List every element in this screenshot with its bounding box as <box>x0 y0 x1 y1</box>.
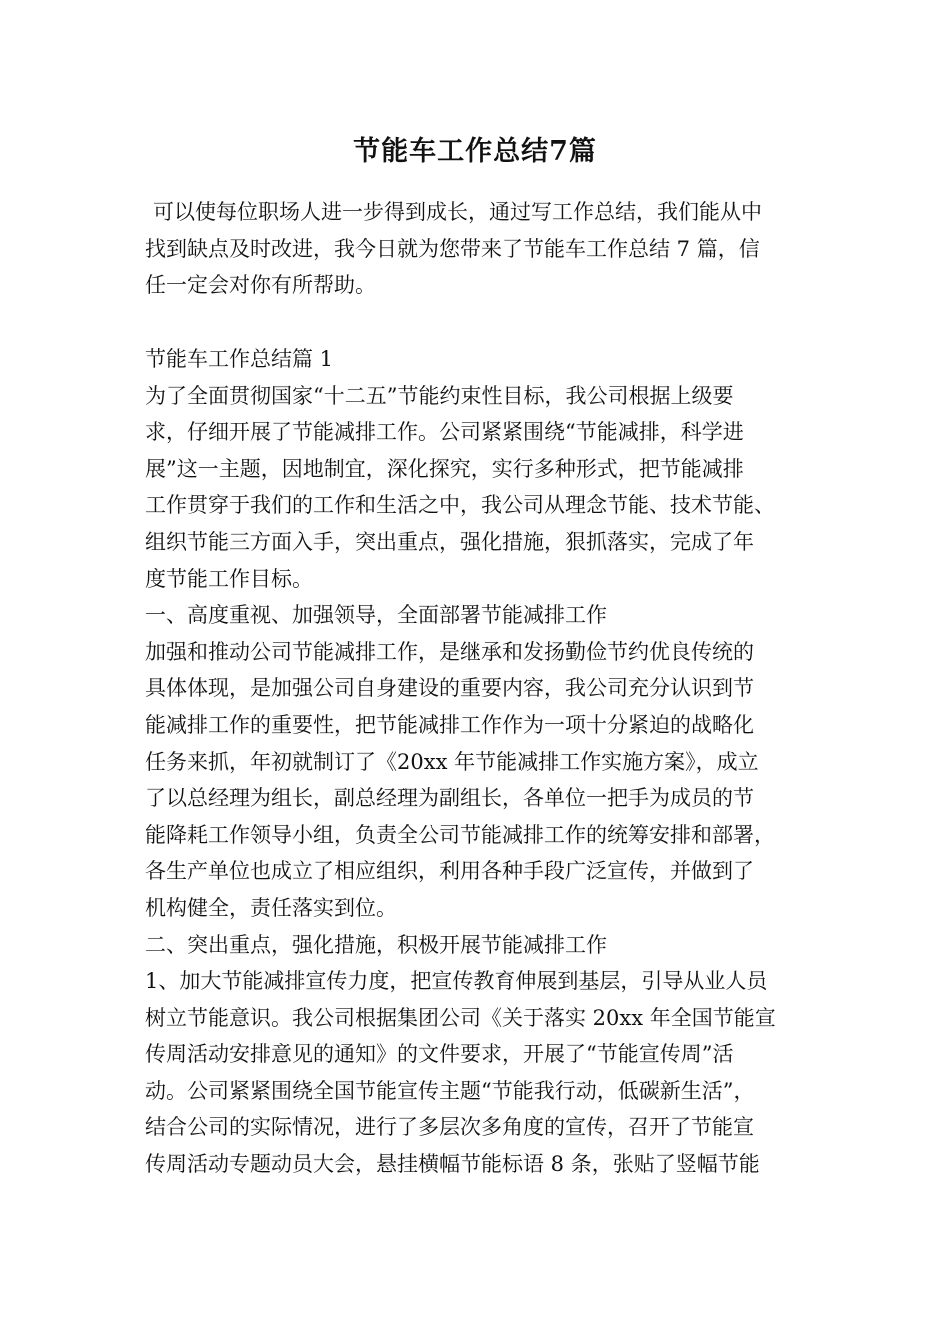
body-line: 树立节能意识。我公司根据集团公司《关于落实 20xx 年全国节能宣 <box>145 1005 776 1030</box>
subsection-heading: 一、高度重视、加强领导，全面部署节能减排工作 <box>145 603 607 628</box>
body-line: 1、加大节能减排宣传力度，把宣传教育伸展到基层，引导从业人员 <box>145 969 768 994</box>
body-line: 为了全面贯彻国家“十二五”节能约束性目标，我公司根据上级要 <box>145 383 734 408</box>
body-line: 展”这一主题，因地制宜，深化探究，实行多种形式，把节能减排 <box>145 456 744 481</box>
page-title: 节能车工作总结7篇 <box>353 136 597 167</box>
body-line: 传周活动专题动员大会，悬挂横幅节能标语 8 条，张贴了竖幅节能 <box>145 1152 760 1177</box>
body-line: 各生产单位也成立了相应组织，利用各种手段广泛宣传，并做到了 <box>145 859 754 884</box>
intro-line: 找到缺点及时改进，我今日就为您带来了节能车工作总结 7 篇，信 <box>145 236 760 261</box>
body-line: 了以总经理为组长，副总经理为副组长，各单位一把手为成员的节 <box>145 786 754 811</box>
intro-paragraph <box>145 194 825 304</box>
body-line: 加强和推动公司节能减排工作，是继承和发扬勤俭节约优良传统的 <box>145 639 754 664</box>
body-line: 传周活动安排意见的通知》的文件要求，开展了“节能宣传周”活 <box>145 1042 734 1067</box>
body-line: 结合公司的实际情况，进行了多层次多角度的宣传，召开了节能宣 <box>145 1115 754 1140</box>
body-line: 任务来抓，年初就制订了《20xx 年节能减排工作实施方案》，成立 <box>145 749 759 774</box>
body-line: 具体体现，是加强公司自身建设的重要内容，我公司充分认识到节 <box>145 676 754 701</box>
subsection-heading: 二、突出重点，强化措施，积极开展节能减排工作 <box>145 932 607 957</box>
intro-line: 任一定会对你有所帮助。 <box>145 273 376 298</box>
body-line: 求，仔细开展了节能减排工作。公司紧紧围绕“节能减排，科学进 <box>145 420 744 445</box>
body-line: 机构健全，责任落实到位。 <box>145 895 397 920</box>
main-content <box>145 341 825 1183</box>
intro-line: 可以使每位职场人进一步得到成长，通过写工作总结，我们能从中 <box>153 200 762 224</box>
body-line: 度节能工作目标。 <box>145 566 313 591</box>
body-line: 组织节能三方面入手，突出重点，强化措施，狠抓落实，完成了年 <box>145 529 754 554</box>
body-line: 动。公司紧紧围绕全国节能宣传主题“节能我行动，低碳新生活”， <box>145 1078 755 1103</box>
section-heading: 节能车工作总结篇 1 <box>145 347 334 371</box>
body-line: 工作贯穿于我们的工作和生活之中，我公司从理念节能、技术节能、 <box>145 493 775 518</box>
body-line: 能降耗工作领导小组，负责全公司节能减排工作的统筹安排和部署， <box>145 822 775 847</box>
body-line: 能减排工作的重要性，把节能减排工作作为一项十分紧迫的战略化 <box>145 712 754 737</box>
